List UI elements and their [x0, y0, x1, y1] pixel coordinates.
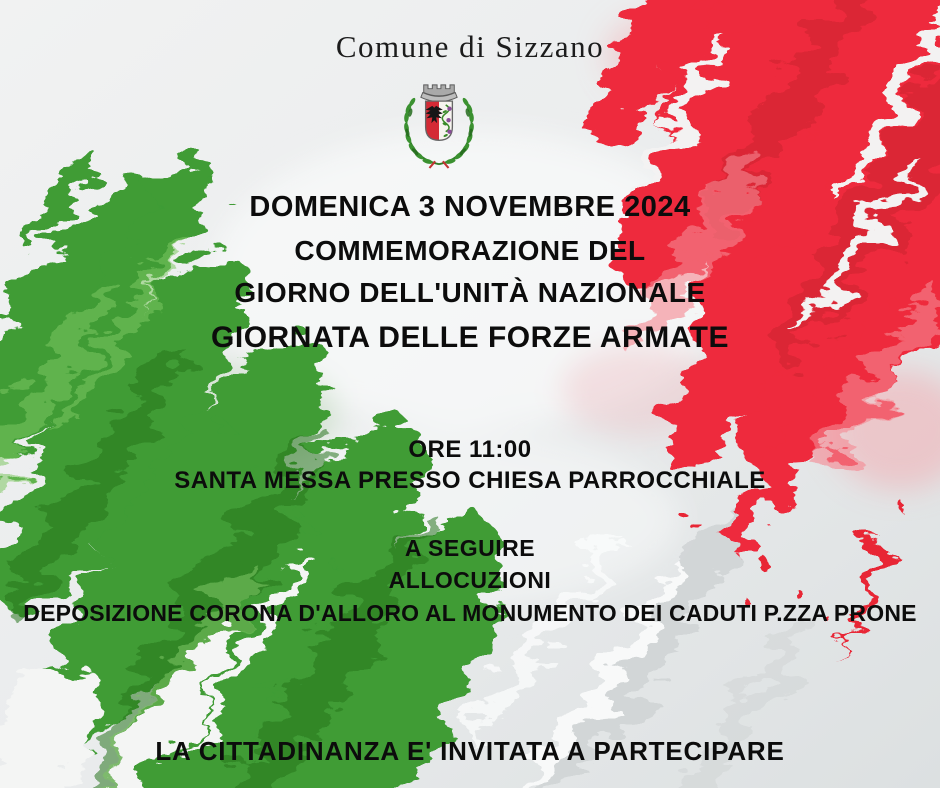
invitation-line: LA CITTADINANZA E' INVITATA A PARTECIPARE: [155, 736, 785, 766]
program-mass-line: SANTA MESSA PRESSO CHIESA PARROCCHIALE: [174, 467, 766, 494]
mural-crown: [421, 85, 457, 102]
event-title-line-2: GIORNO DELL'UNITÀ NAZIONALE: [234, 277, 706, 308]
event-title-line-3: GIORNATA DELLE FORZE ARMATE: [211, 321, 729, 354]
event-title-line-1: COMMEMORAZIONE DEL: [294, 235, 646, 266]
municipality-name: Comune di Sizzano: [335, 29, 605, 64]
program-followed-by: A SEGUIRE: [404, 535, 536, 561]
municipal-coat-of-arms-icon: [396, 80, 482, 170]
program-time: ORE 11:00: [408, 436, 532, 463]
event-date-line: DOMENICA 3 NOVEMBRE 2024: [249, 191, 691, 223]
program-wreath-line: DEPOSIZIONE CORONA D'ALLORO AL MONUMENTO DEI CADUTI P.ZZA PRONE: [23, 600, 917, 626]
program-speeches-line: ALLOCUZIONI: [388, 567, 552, 593]
shield: [426, 101, 453, 140]
